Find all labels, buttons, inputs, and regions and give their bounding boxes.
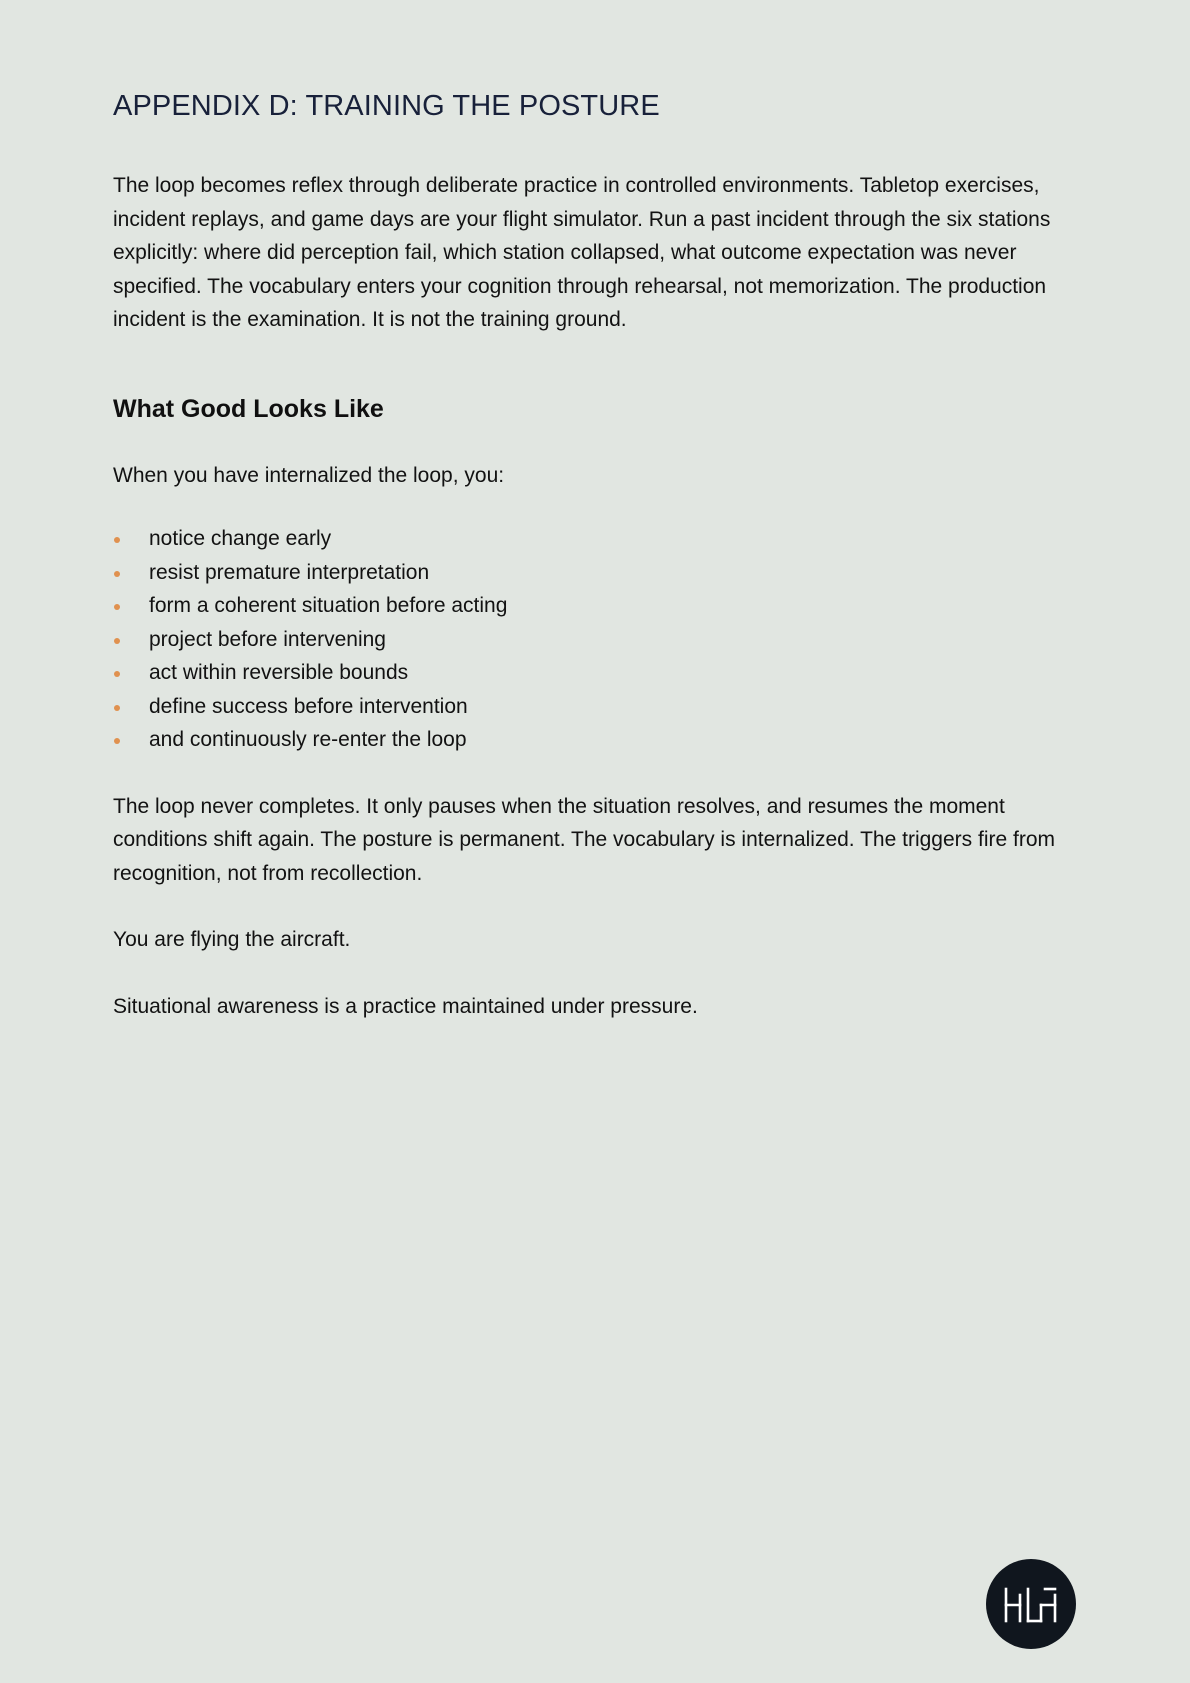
bullet-list bbox=[113, 522, 1083, 757]
bullet-icon bbox=[114, 638, 120, 644]
page-title: APPENDIX D: TRAINING THE POSTURE bbox=[113, 90, 660, 122]
bullet-icon bbox=[114, 671, 120, 677]
brand-logo-icon bbox=[986, 1559, 1076, 1649]
list-item bbox=[113, 623, 1083, 657]
list-item bbox=[113, 589, 1083, 623]
lead-paragraph: When you have internalized the loop, you: bbox=[113, 463, 505, 487]
list-item bbox=[113, 522, 1083, 556]
final-line: Situational awareness is a practice maintained under pressure. bbox=[113, 994, 698, 1018]
bullet-icon bbox=[114, 537, 120, 543]
list-item-text: resist premature interpretation bbox=[149, 560, 430, 584]
list-item bbox=[113, 656, 1083, 690]
bullet-icon bbox=[114, 705, 120, 711]
list-item bbox=[113, 556, 1083, 590]
list-item-text: notice change early bbox=[149, 527, 332, 550]
list-item-text: form a coherent situation before acting bbox=[149, 594, 508, 617]
short-line: You are flying the aircraft. bbox=[113, 928, 351, 951]
list-item bbox=[113, 723, 1083, 757]
bullet-icon bbox=[114, 571, 120, 577]
list-item bbox=[113, 690, 1083, 724]
list-item-text: and continuously re-enter the loop bbox=[149, 728, 467, 751]
list-item-text: project before intervening bbox=[149, 627, 386, 651]
document-page bbox=[113, 86, 1083, 1023]
bullet-icon bbox=[114, 604, 120, 610]
closing-paragraph: The loop never completes. It only pauses when the situation resolves, and resumes the moment conditions shift again. The posture is permanent. The vocabulary is internalized. The triggers fire from recognition, not from recollection. bbox=[113, 794, 1055, 885]
list-item-text: act within reversible bounds bbox=[149, 661, 409, 684]
section-heading: What Good Looks Like bbox=[113, 394, 384, 423]
bullet-icon bbox=[114, 738, 120, 744]
logo-mark-icon bbox=[1003, 1583, 1059, 1625]
list-item-text: define success before intervention bbox=[149, 694, 468, 718]
intro-paragraph: The loop becomes reflex through deliberate practice in controlled environments. Tabletop exercises, incident replays, and game days are your flight simulator. Run a past incident through the six stations explicitly: where did perception fail, which station collapsed, what outcome expectation was never specified. The vocabulary enters your cognition through rehearsal, not memorization. The production incident is the examination. It is not the training ground. bbox=[113, 174, 1051, 331]
